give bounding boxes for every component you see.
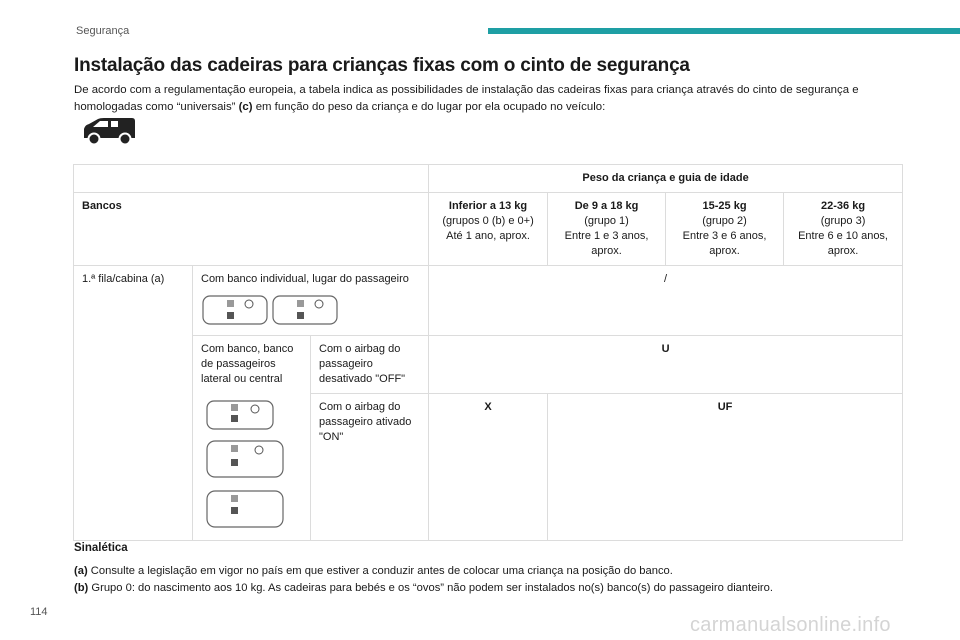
airbag-on-value-group0: X [429, 394, 548, 541]
weight-group-header [548, 193, 666, 266]
seat-layout-icon [201, 393, 285, 529]
weight-group: (grupos 0 (b) e 0+) [442, 215, 534, 227]
airbag-off-value: U [429, 336, 903, 394]
child-seat-table [73, 164, 903, 541]
legend-note-key: (b) [74, 582, 89, 594]
watermark: carmanualsonline.info [690, 614, 891, 636]
legend-note [74, 580, 904, 597]
weight-range: 22-36 kg [821, 200, 866, 212]
legend-note-key: (a) [74, 565, 88, 577]
legend-note [74, 563, 904, 580]
seats-header: Bancos [74, 193, 429, 266]
weight-super-header: Peso da criança e guia de idade [429, 165, 903, 193]
weight-group: (grupo 3) [820, 215, 866, 227]
weight-age: Entre 6 e 10 anos, aprox. [798, 230, 888, 257]
airbag-on-label: Com o airbag do passageiro ativado "ON" [311, 394, 429, 541]
legend-note-text: Grupo 0: do nascimento aos 10 kg. As cadeiras para bebés e os “ovos” não podem ser instalados no(s) banco(s) do passageiro dianteiro. [88, 582, 773, 594]
weight-group-header [784, 193, 903, 266]
legend-heading: Sinalética [74, 542, 128, 554]
seat-layout-icon [201, 293, 341, 327]
legend-note-text: Consulte a legislação em vigor no país em que estiver a conduzir antes de colocar uma criança na posição do banco. [87, 565, 673, 577]
weight-range: De 9 a 18 kg [574, 200, 639, 212]
van-icon [80, 116, 138, 148]
weight-age: Entre 3 e 6 anos, aprox. [682, 230, 767, 257]
weight-range: Inferior a 13 kg [448, 200, 528, 212]
individual-seat-cell [193, 266, 429, 336]
header-accent-bar [488, 28, 960, 34]
individual-seat-value: / [429, 266, 903, 336]
weight-age: Até 1 ano, aprox. [446, 230, 530, 242]
weight-age: Entre 1 e 3 anos, aprox. [564, 230, 649, 257]
airbag-off-label: Com o airbag do passageiro desativado "OFF" [311, 336, 429, 394]
bench-seat-label: Com banco, banco de passageiros lateral ou central [201, 343, 294, 385]
intro-paragraph [74, 82, 904, 116]
weight-group-header [429, 193, 548, 266]
intro-text-1: De acordo com a regulamentação europeia, a tabela indica as possibilidades de instalação das cadeiras fixas para criança através do cinto de segurança e homologadas como “universais” [74, 84, 859, 113]
row-label-first-row: 1.ª fila/cabina (a) [74, 266, 193, 541]
legend-block [74, 540, 904, 597]
page-number: 114 [30, 606, 48, 618]
empty-header-cell [74, 165, 429, 193]
bench-seat-cell [193, 336, 311, 541]
intro-text-2: em função do peso da criança e do lugar por ela ocupado no veículo: [252, 101, 606, 113]
weight-group-header [666, 193, 784, 266]
airbag-on-value-other: UF [548, 394, 903, 541]
weight-group: (grupo 1) [584, 215, 629, 227]
intro-ref: (c) [238, 101, 253, 113]
weight-group: (grupo 2) [702, 215, 747, 227]
individual-seat-label: Com banco individual, lugar do passageiro [201, 273, 409, 285]
section-label: Segurança [76, 25, 130, 37]
page-title: Instalação das cadeiras para crianças fixas com o cinto de segurança [74, 55, 690, 76]
weight-range: 15-25 kg [702, 200, 747, 212]
